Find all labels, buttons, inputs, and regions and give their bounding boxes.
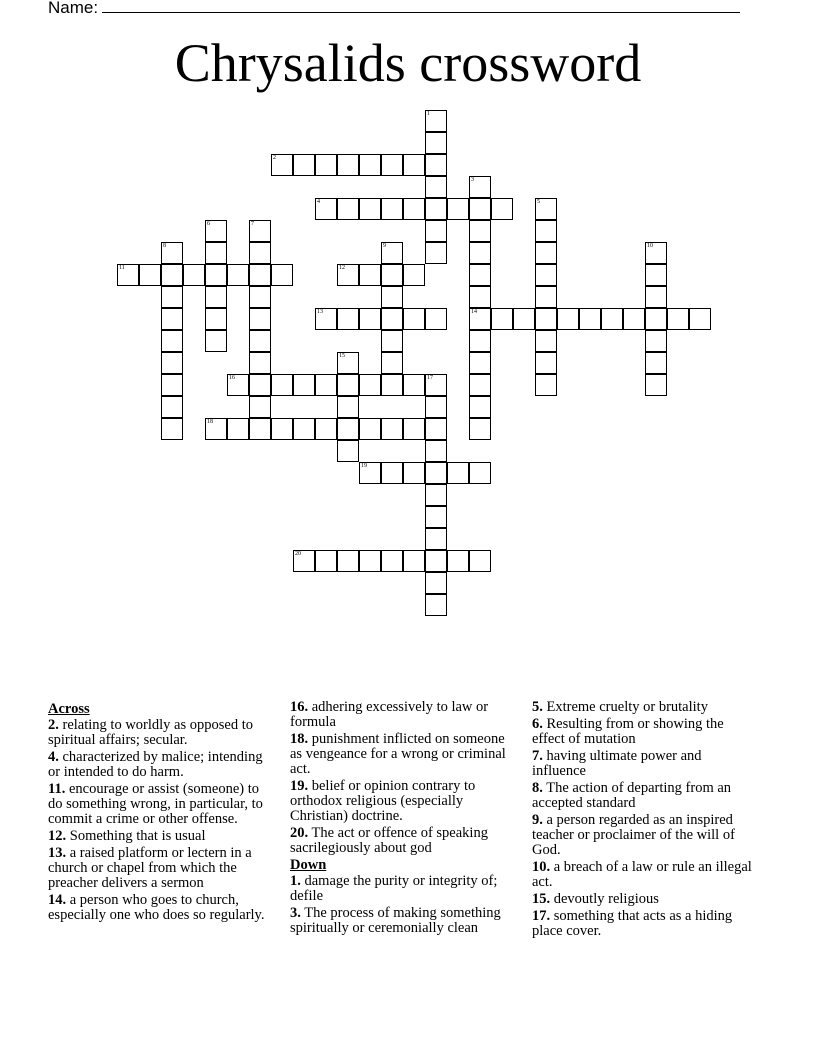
grid-cell[interactable] — [425, 176, 447, 198]
grid-cell[interactable] — [205, 220, 227, 242]
grid-cell[interactable] — [469, 418, 491, 440]
grid-cell[interactable] — [491, 308, 513, 330]
clue-number-8: 8 — [163, 243, 166, 249]
grid-cell[interactable] — [337, 154, 359, 176]
across-clue — [48, 893, 274, 923]
across-clue-text: adhering excessively to law or formula — [290, 699, 489, 730]
grid-cell[interactable] — [403, 154, 425, 176]
grid-cell[interactable] — [359, 198, 381, 220]
grid-cell[interactable] — [315, 374, 337, 396]
grid-cell[interactable] — [381, 264, 403, 286]
grid-cell[interactable] — [469, 176, 491, 198]
grid-cell[interactable] — [227, 264, 249, 286]
grid-cell[interactable] — [535, 220, 557, 242]
across-clue-number: 13. — [48, 845, 67, 861]
grid-cell[interactable] — [403, 374, 425, 396]
grid-cell[interactable] — [337, 198, 359, 220]
grid-cell[interactable] — [403, 308, 425, 330]
grid-cell[interactable] — [469, 352, 491, 374]
grid-cell[interactable] — [667, 308, 689, 330]
across-clue — [290, 732, 516, 777]
across-clue — [48, 829, 274, 844]
down-clue — [532, 781, 758, 811]
grid-cell[interactable] — [535, 286, 557, 308]
grid-cell[interactable] — [535, 374, 557, 396]
grid-cell[interactable] — [381, 330, 403, 352]
clue-number-2: 2 — [273, 155, 276, 161]
grid-cell[interactable] — [425, 374, 447, 396]
grid-cell[interactable] — [425, 242, 447, 264]
down-clue-text: Resulting from or showing the effect of mutation — [532, 716, 724, 747]
across-clue-text: a person who goes to church, especially one who does so regularly. — [48, 892, 265, 923]
grid-cell[interactable] — [293, 550, 315, 572]
grid-cell[interactable] — [689, 308, 711, 330]
grid-cell[interactable] — [601, 308, 623, 330]
across-clue-text: Something that is usual — [66, 828, 206, 844]
across-clue — [48, 846, 274, 891]
across-header: Across — [48, 701, 90, 717]
grid-cell[interactable] — [249, 286, 271, 308]
page-title: Chrysalids crossword — [174, 33, 642, 93]
grid-cell[interactable] — [645, 330, 667, 352]
clue-number-4: 4 — [317, 199, 320, 205]
grid-cell[interactable] — [293, 374, 315, 396]
grid-cell[interactable] — [425, 132, 447, 154]
down-clue — [532, 860, 758, 890]
grid-cell[interactable] — [535, 242, 557, 264]
clue-number-5: 5 — [537, 199, 540, 205]
grid-cell[interactable] — [381, 374, 403, 396]
grid-cell[interactable] — [161, 352, 183, 374]
down-clue-text: damage the purity or integrity of; defile — [290, 873, 498, 904]
grid-cell[interactable] — [645, 374, 667, 396]
down-clue-number: 15. — [532, 891, 551, 907]
grid-cell[interactable] — [249, 308, 271, 330]
down-clue-text: having ultimate power and influence — [532, 748, 702, 779]
grid-cell[interactable] — [469, 198, 491, 220]
grid-cell[interactable] — [469, 396, 491, 418]
grid-cell[interactable] — [403, 550, 425, 572]
down-clue-number: 17. — [532, 908, 551, 924]
down-clue-text: Extreme cruelty or brutality — [542, 699, 708, 715]
grid-cell[interactable] — [359, 462, 381, 484]
grid-cell[interactable] — [315, 154, 337, 176]
down-clue-text: a person regarded as an inspired teacher or proclaimer of the will of God. — [532, 812, 735, 858]
clue-number-12: 12 — [339, 265, 345, 271]
across-clue — [290, 779, 516, 824]
across-clue-text: characterized by malice; intending or intended to do harm. — [48, 749, 263, 780]
grid-cell[interactable] — [161, 308, 183, 330]
grid-cell[interactable] — [469, 374, 491, 396]
grid-cell[interactable] — [469, 550, 491, 572]
down-clue-list-continued — [532, 700, 758, 939]
grid-cell[interactable] — [425, 198, 447, 220]
down-clue — [532, 700, 758, 715]
grid-cell[interactable] — [205, 330, 227, 352]
grid-cell[interactable] — [425, 418, 447, 440]
grid-cell[interactable] — [381, 198, 403, 220]
grid-cell[interactable] — [535, 330, 557, 352]
across-clue — [48, 718, 274, 748]
across-clue-list-continued — [290, 700, 516, 856]
across-clue-number: 14. — [48, 892, 67, 908]
across-clue-number: 4. — [48, 749, 59, 765]
grid-cell[interactable] — [425, 308, 447, 330]
across-clue — [48, 750, 274, 780]
across-clue-number: 11. — [48, 781, 66, 797]
clue-number-14: 14 — [471, 309, 477, 315]
grid-cell[interactable] — [337, 418, 359, 440]
down-clue-text: something that acts as a hiding place cover. — [532, 908, 733, 939]
grid-cell[interactable] — [227, 418, 249, 440]
down-clue-number: 7. — [532, 748, 543, 764]
grid-cell[interactable] — [271, 418, 293, 440]
grid-cell[interactable] — [469, 286, 491, 308]
clue-number-16: 16 — [229, 375, 235, 381]
grid-cell[interactable] — [535, 352, 557, 374]
name-label: Name: — [48, 0, 99, 17]
grid-cell[interactable] — [161, 330, 183, 352]
grid-cell[interactable] — [425, 110, 447, 132]
grid-cell[interactable] — [469, 220, 491, 242]
grid-cell[interactable] — [161, 264, 183, 286]
down-clue — [290, 906, 516, 936]
grid-cell[interactable] — [381, 154, 403, 176]
grid-cell[interactable] — [425, 440, 447, 462]
grid-cell[interactable] — [249, 396, 271, 418]
grid-cell[interactable] — [337, 440, 359, 462]
grid-cell[interactable] — [425, 572, 447, 594]
grid-cell[interactable] — [403, 418, 425, 440]
grid-cell[interactable] — [293, 418, 315, 440]
down-clue-text: The action of departing from an accepted standard — [532, 780, 732, 811]
grid-cell[interactable] — [293, 154, 315, 176]
grid-cell[interactable] — [425, 594, 447, 616]
grid-cell[interactable] — [161, 374, 183, 396]
grid-cell[interactable] — [337, 374, 359, 396]
grid-cell[interactable] — [249, 418, 271, 440]
grid-cell[interactable] — [469, 264, 491, 286]
grid-cell[interactable] — [645, 242, 667, 264]
down-clue-number: 5. — [532, 699, 543, 715]
grid-cell[interactable] — [249, 330, 271, 352]
across-clue-text: The act or offence of speaking sacrilegiously about god — [290, 825, 488, 856]
clue-number-17: 17 — [427, 375, 433, 381]
grid-cell[interactable] — [337, 264, 359, 286]
down-clue-number: 6. — [532, 716, 543, 732]
grid-cell[interactable] — [645, 264, 667, 286]
grid-cell[interactable] — [425, 154, 447, 176]
grid-cell[interactable] — [425, 220, 447, 242]
grid-cell[interactable] — [535, 264, 557, 286]
grid-cell[interactable] — [271, 264, 293, 286]
grid-cell[interactable] — [557, 308, 579, 330]
down-clue-number: 10. — [532, 859, 551, 875]
grid-cell[interactable] — [337, 308, 359, 330]
grid-cell[interactable] — [205, 286, 227, 308]
down-clue-number: 1. — [290, 873, 301, 889]
grid-cell[interactable] — [337, 352, 359, 374]
down-clue-number: 3. — [290, 905, 301, 921]
clues-column-1 — [48, 700, 274, 925]
clue-number-6: 6 — [207, 221, 210, 227]
grid-cell[interactable] — [535, 308, 557, 330]
grid-cell[interactable] — [513, 308, 535, 330]
clue-number-20: 20 — [295, 551, 301, 557]
grid-cell[interactable] — [359, 374, 381, 396]
grid-cell[interactable] — [447, 198, 469, 220]
grid-cell[interactable] — [425, 528, 447, 550]
grid-cell[interactable] — [315, 308, 337, 330]
clue-number-10: 10 — [647, 243, 653, 249]
grid-cell[interactable] — [403, 462, 425, 484]
across-clue-number: 16. — [290, 699, 309, 715]
grid-cell[interactable] — [491, 198, 513, 220]
across-clue-number: 12. — [48, 828, 67, 844]
grid-cell[interactable] — [249, 264, 271, 286]
down-clue — [532, 717, 758, 747]
across-clue-number: 2. — [48, 717, 59, 733]
grid-cell[interactable] — [447, 550, 469, 572]
grid-cell[interactable] — [425, 506, 447, 528]
grid-cell[interactable] — [359, 308, 381, 330]
grid-cell[interactable] — [645, 286, 667, 308]
clue-number-13: 13 — [317, 309, 323, 315]
grid-cell[interactable] — [139, 264, 161, 286]
across-clue — [48, 782, 274, 827]
grid-cell[interactable] — [183, 264, 205, 286]
grid-cell[interactable] — [161, 286, 183, 308]
across-clue-text: belief or opinion contrary to orthodox religious (especially Christian) doctrine. — [290, 778, 476, 824]
across-clue-text: encourage or assist (someone) to do something wrong, in particular, to commit a crime or other offense. — [48, 781, 263, 827]
grid-cell[interactable] — [381, 550, 403, 572]
grid-cell[interactable] — [315, 198, 337, 220]
grid-cell[interactable] — [381, 242, 403, 264]
clue-number-18: 18 — [207, 419, 213, 425]
clue-number-1: 1 — [427, 111, 430, 117]
grid-cell[interactable] — [271, 154, 293, 176]
grid-cell[interactable] — [425, 484, 447, 506]
grid-cell[interactable] — [359, 154, 381, 176]
grid-cell[interactable] — [579, 308, 601, 330]
grid-cell[interactable] — [645, 308, 667, 330]
across-clue-list — [48, 718, 274, 923]
grid-cell[interactable] — [161, 418, 183, 440]
grid-cell[interactable] — [161, 396, 183, 418]
across-clue-text: punishment inflicted on someone as vengeance for a wrong or criminal act. — [290, 731, 506, 777]
down-clue-text: The process of making something spiritually or ceremonially clean — [290, 905, 501, 936]
clue-number-19: 19 — [361, 463, 367, 469]
grid-cell[interactable] — [403, 198, 425, 220]
grid-cell[interactable] — [469, 308, 491, 330]
down-clue — [532, 813, 758, 858]
grid-cell[interactable] — [227, 374, 249, 396]
across-clue — [290, 826, 516, 856]
grid-cell[interactable] — [425, 462, 447, 484]
grid-cell[interactable] — [623, 308, 645, 330]
clue-number-15: 15 — [339, 353, 345, 359]
grid-cell[interactable] — [447, 462, 469, 484]
grid-cell[interactable] — [205, 242, 227, 264]
grid-cell[interactable] — [359, 264, 381, 286]
clue-number-7: 7 — [251, 221, 254, 227]
grid-cell[interactable] — [205, 418, 227, 440]
across-clue — [290, 700, 516, 730]
grid-cell[interactable] — [205, 264, 227, 286]
grid-cell[interactable] — [381, 352, 403, 374]
grid-cell[interactable] — [403, 264, 425, 286]
down-clue — [290, 874, 516, 904]
down-clue-text: a breach of a law or rule an illegal act. — [532, 859, 752, 890]
across-clue-text: a raised platform or lectern in a church or chapel from which the preacher delivers a sermon — [48, 845, 252, 891]
grid-cell[interactable] — [117, 264, 139, 286]
down-header: Down — [290, 857, 327, 873]
down-clue-text: devoutly religious — [550, 891, 659, 907]
down-clue-list — [290, 874, 516, 936]
clues-column-2 — [290, 700, 516, 938]
grid-cell[interactable] — [359, 550, 381, 572]
grid-cell[interactable] — [315, 550, 337, 572]
across-clue-text: relating to worldly as opposed to spiritual affairs; secular. — [48, 717, 253, 748]
grid-cell[interactable] — [337, 396, 359, 418]
grid-cell[interactable] — [381, 286, 403, 308]
down-clue — [532, 909, 758, 939]
grid-cell[interactable] — [337, 550, 359, 572]
grid-cell[interactable] — [425, 396, 447, 418]
grid-cell[interactable] — [469, 242, 491, 264]
across-clue-number: 19. — [290, 778, 309, 794]
grid-cell[interactable] — [249, 242, 271, 264]
clue-number-11: 11 — [119, 265, 125, 271]
clue-number-9: 9 — [383, 243, 386, 249]
grid-cell[interactable] — [271, 374, 293, 396]
grid-cell[interactable] — [645, 352, 667, 374]
down-clue-number: 8. — [532, 780, 543, 796]
grid-cell[interactable] — [359, 418, 381, 440]
down-clue-number: 9. — [532, 812, 543, 828]
across-clue-number: 20. — [290, 825, 309, 841]
down-clue — [532, 749, 758, 779]
grid-cell[interactable] — [469, 462, 491, 484]
down-clue — [532, 892, 758, 907]
clue-number-3: 3 — [471, 177, 474, 183]
grid-cell[interactable] — [205, 308, 227, 330]
grid-cell[interactable] — [161, 242, 183, 264]
grid-cell[interactable] — [535, 198, 557, 220]
clues-column-3 — [532, 700, 758, 941]
grid-cell[interactable] — [381, 418, 403, 440]
grid-cell[interactable] — [381, 462, 403, 484]
grid-cell[interactable] — [249, 374, 271, 396]
grid-cell[interactable] — [469, 330, 491, 352]
grid-cell[interactable] — [425, 550, 447, 572]
grid-cell[interactable] — [249, 220, 271, 242]
grid-cell[interactable] — [249, 352, 271, 374]
grid-cell[interactable] — [381, 308, 403, 330]
grid-cell[interactable] — [315, 418, 337, 440]
across-clue-number: 18. — [290, 731, 309, 747]
